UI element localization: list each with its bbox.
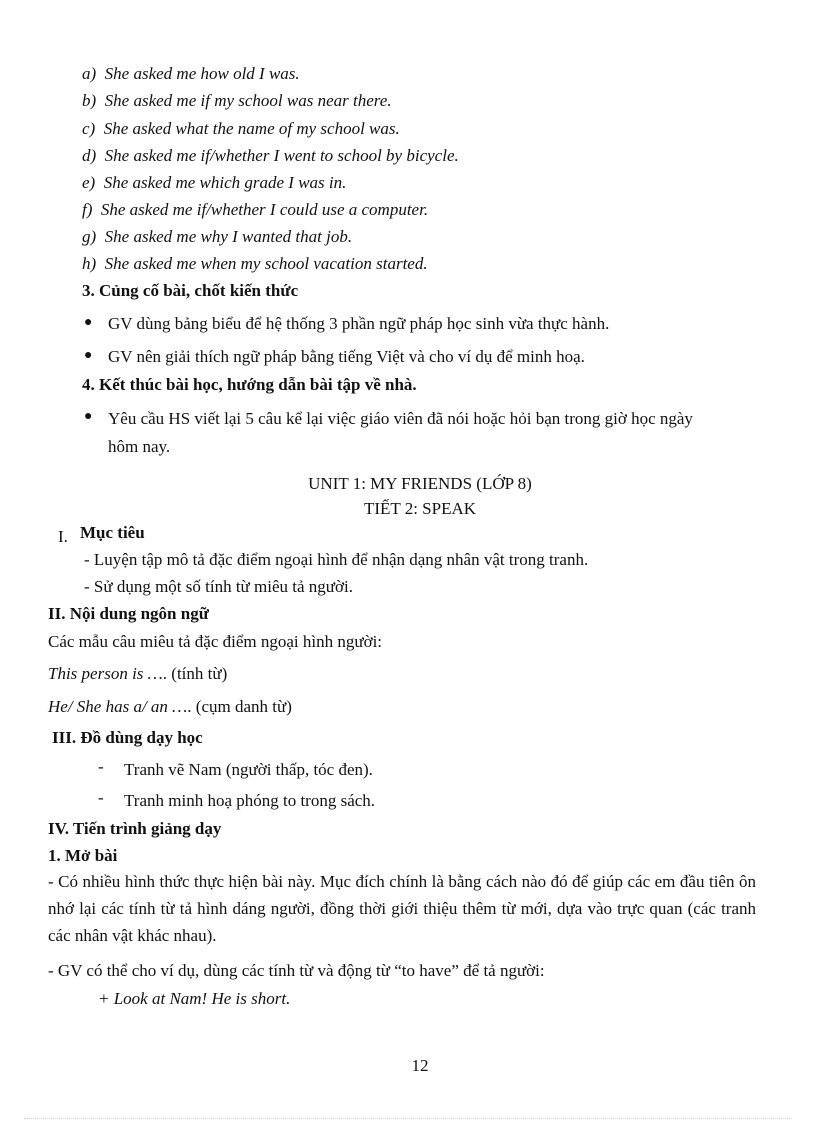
answer-item: d) She asked me if/whether I went to school by bicycle. [82,146,459,165]
answer-item: e) She asked me which grade I was in. [82,173,347,192]
pattern-1: This person is …. (tính từ) [48,664,228,683]
bullet-icon: ● [84,348,93,363]
part-1-item: - Sử dụng một số tính từ miêu tả người. [84,577,353,596]
dash-marker: - [98,757,104,776]
section-3-heading: 3. Củng cố bài, chốt kiến thức [82,281,299,300]
section-3-bullet: GV dùng bảng biểu để hệ thống 3 phần ngữ pháp học sinh vừa thực hành. [108,314,610,333]
part-4-paragraph: - Có nhiều hình thức thực hiện bài này. Mục đích chính là bằng cách nào đó để giúp các em đầu tiên ôn nhớ lại các tính từ tả hình dáng người, đồng thời giới thiệu thêm từ mới, dựa vào trực quan (các tranh các nhân vật khác nhau). [48,872,756,945]
section-3-bullet: GV nên giải thích ngữ pháp bằng tiếng Việt và cho ví dụ để minh hoạ. [108,347,585,366]
unit-title: UNIT 1: MY FRIENDS (LỚP 8) [308,474,532,493]
answer-item: a) She asked me how old I was. [82,64,300,83]
lesson-title: TIẾT 2: SPEAK [363,499,477,518]
page-bottom-divider [24,1118,792,1119]
section-4-bullet: Yêu cầu HS viết lại 5 câu kể lại việc giáo viên đã nói hoặc hỏi bạn trong giờ học ngày [108,409,693,428]
bullet-icon: ● [84,409,93,424]
answer-item: b) She asked me if my school was near there. [82,91,392,110]
pattern-2: He/ She has a/ an …. (cụm danh từ) [48,697,292,716]
page-number: 12 [411,1056,429,1075]
part-4-paragraph-2: - GV có thể cho ví dụ, dùng các tính từ và động từ “to have” để tả người: [48,961,545,980]
part-3-item: Tranh minh hoạ phóng to trong sách. [124,791,376,810]
part-2-heading: II. Nội dung ngôn ngữ [48,604,209,623]
part-1-item: - Luyện tập mô tả đặc điểm ngoại hình để nhận dạng nhân vật trong tranh. [84,550,589,569]
bullet-icon: ● [84,315,93,330]
answer-item: g) She asked me why I wanted that job. [82,227,353,246]
part-1-numeral: I. [58,527,68,546]
example-sentence: + Look at Nam! He is short. [98,989,291,1008]
answer-item: f) She asked me if/whether I could use a computer. [82,200,429,219]
section-4-bullet-continued: hôm nay. [108,437,171,456]
dash-marker: - [98,788,104,807]
part-2-intro: Các mẫu câu miêu tả đặc điểm ngoại hình người: [48,632,383,651]
part-4-heading: IV. Tiến trình giảng dạy [48,819,222,838]
section-4-heading: 4. Kết thúc bài học, hướng dẫn bài tập về nhà. [82,375,417,394]
part-4-subheading: 1. Mở bài [48,846,118,865]
part-3-heading: III. Đồ dùng dạy học [52,728,203,747]
part-3-item: Tranh vẽ Nam (người thấp, tóc đen). [124,760,373,779]
answer-item: h) She asked me when my school vacation started. [82,254,428,273]
part-1-heading: Mục tiêu [80,523,145,542]
answer-item: c) She asked what the name of my school was. [82,119,400,138]
